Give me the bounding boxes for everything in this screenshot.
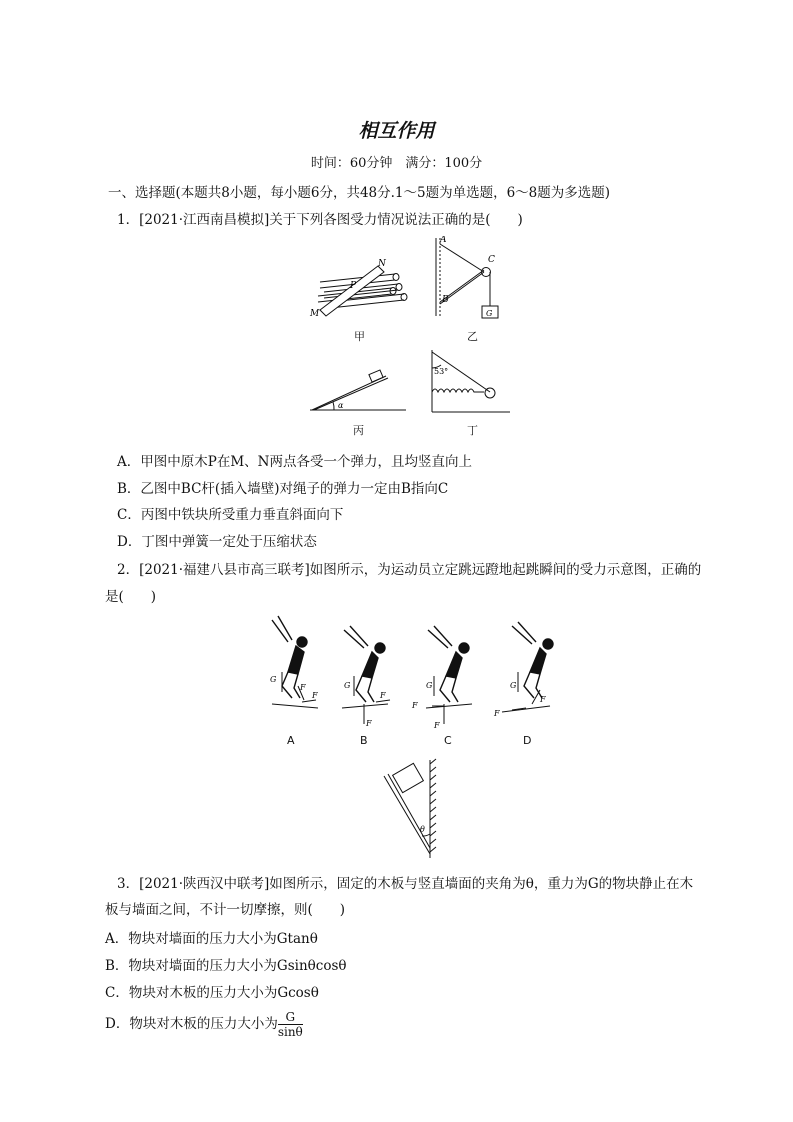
page-title: 相互作用 <box>358 120 435 142</box>
q1-option-b: B．乙图中BC杆(插入墙壁)对绳子的弹力一定由B指向C <box>117 481 449 497</box>
q1-option-d: D．丁图中弹簧一定处于压缩状态 <box>117 534 317 550</box>
d-label-fn: F <box>540 695 546 704</box>
fig-label-yi: 乙 <box>467 330 478 343</box>
q2-label-c: C <box>444 734 452 747</box>
b-label-ff: F <box>380 691 386 700</box>
q3-option-a: A．物块对墙面的压力大小为Gtanθ <box>105 931 318 947</box>
q3-option-b: B．物块对墙面的压力大小为Gsinθcosθ <box>105 958 347 974</box>
a-label-g: G <box>270 675 277 684</box>
q2-stem-line2: 是( ) <box>105 589 157 605</box>
c-label-ff: F <box>412 701 418 710</box>
label-P: P <box>350 281 357 291</box>
q1-figure-bing <box>308 364 408 414</box>
fraction-denominator: sinθ <box>277 1025 303 1039</box>
b-label-g: G <box>344 681 351 690</box>
q1-option-a: A．甲图中原木P在M、N两点各受一个弹力，且均竖直向上 <box>117 454 472 470</box>
q3-figure <box>380 758 450 862</box>
q2-stem-line1: 2．[2021·福建八县市高三联考]如图所示，为运动员立定跳远蹬地起跳瞬间的受力示意图，正确的 <box>117 562 702 578</box>
label-53: 53° <box>434 367 449 376</box>
q2-label-a: A <box>287 734 295 747</box>
label-C: C <box>488 255 495 265</box>
q3-stem-line2: 板与墙面之间，不计一切摩擦，则( ) <box>105 902 346 918</box>
q2-figures <box>258 612 558 732</box>
q3-option-d <box>105 1010 303 1039</box>
jumper-b <box>342 626 390 724</box>
q2-label-b: B <box>360 734 368 747</box>
label-G: G <box>486 309 493 318</box>
q2-label-d: D <box>523 734 532 747</box>
q1-option-c: C．丙图中铁块所受重力垂直斜面向下 <box>117 507 344 523</box>
q3-option-c: C．物块对木板的压力大小为Gcosθ <box>105 985 319 1001</box>
c-label-fn: F <box>434 721 440 730</box>
section-heading: 一、选择题(本题共8小题，每小题6分，共48分.1～5题为单选题，6～8题为多选题) <box>108 185 611 201</box>
page-subtitle: 时间：60分钟 满分：100分 <box>310 156 483 171</box>
b-label-fn: F <box>366 719 372 728</box>
fig-label-jia: 甲 <box>354 330 365 343</box>
label-A: A <box>440 236 447 245</box>
label-theta: θ <box>420 825 425 834</box>
label-M: M <box>310 309 320 319</box>
q1-stem: 1．[2021·江西南昌模拟]关于下列各图受力情况说法正确的是( ) <box>117 212 523 228</box>
d-label-g: G <box>510 681 517 690</box>
d-label-ff: F <box>494 709 500 718</box>
label-B: B <box>442 295 449 305</box>
jumper-c <box>426 626 472 724</box>
label-alpha: α <box>338 401 344 410</box>
label-N: N <box>378 259 386 269</box>
q3-option-d-prefix: D．物块对木板的压力大小为 <box>105 1016 278 1032</box>
q3-stem-line1: 3．[2021·陕西汉中联考]如图所示，固定的木板与竖直墙面的夹角为θ，重力为G的物块静止在木 <box>117 876 694 892</box>
fig-label-ding: 丁 <box>467 424 478 437</box>
q3-option-d-fraction <box>278 1010 303 1039</box>
c-label-g: G <box>426 681 433 690</box>
q1-figure-ding <box>428 348 512 416</box>
fig-label-bing: 丙 <box>353 424 364 437</box>
a-label-fn: F <box>300 683 306 692</box>
q1-figure-yi <box>428 236 508 324</box>
fraction-numerator: G <box>278 1010 303 1025</box>
a-label-ff: F <box>312 691 318 700</box>
